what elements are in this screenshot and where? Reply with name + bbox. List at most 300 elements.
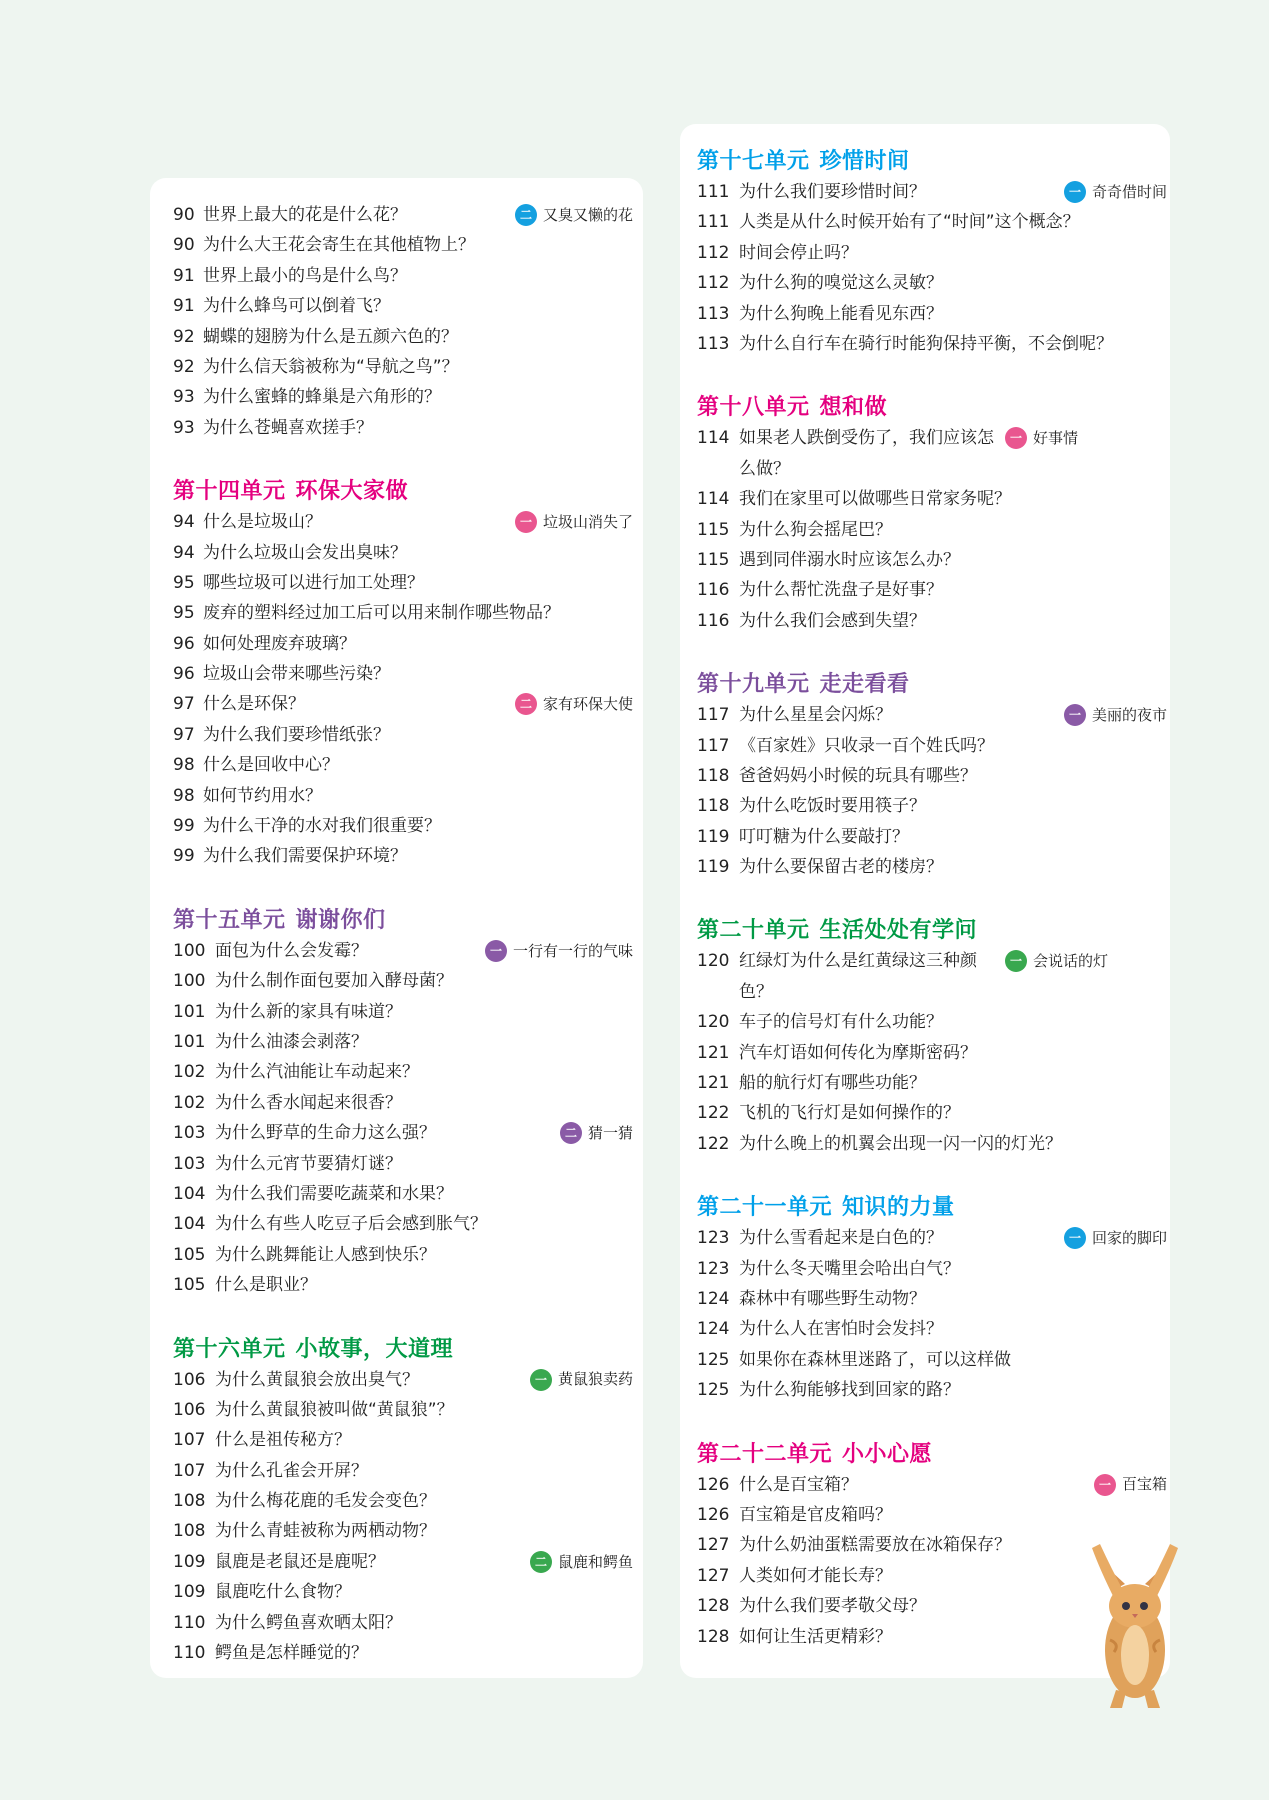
question-text: 为什么狗能够找到回家的路？ (739, 1380, 960, 1401)
unit-label: 第十五单元 (173, 907, 286, 933)
question-text: 汽车灯语如何传化为摩斯密码？ (739, 1042, 977, 1063)
page-number: 125 (697, 1380, 730, 1401)
question-text: 人类如何才能长寿？ (739, 1565, 892, 1586)
unit-label: 第十四单元 (173, 479, 286, 505)
question-row (173, 966, 633, 996)
question-row (173, 1395, 633, 1425)
question-text: 为什么我们要珍惜时间？ (739, 182, 926, 202)
question-row (173, 598, 633, 628)
story-title: 百宝箱 (1121, 1475, 1167, 1494)
question-row (173, 781, 633, 811)
left-column (173, 200, 633, 1668)
page-number: 124 (697, 1289, 730, 1309)
question-row (173, 1149, 633, 1179)
question-text: 为什么新的家具有味道？ (215, 1001, 402, 1022)
question-row (173, 1027, 633, 1057)
page-number: 105 (173, 1275, 206, 1296)
page-number: 112 (697, 242, 730, 263)
page-number: 124 (697, 1319, 730, 1340)
question-text: 为什么黄鼠狼被叫做“黄鼠狼”？ (215, 1399, 454, 1420)
page-number: 121 (697, 1073, 730, 1094)
kitten-illustration (1080, 1540, 1190, 1710)
question-text: 什么是垃圾山？ (203, 512, 322, 533)
unit-name: 知识的力量 (842, 1195, 955, 1221)
unit-label: 第十八单元 (697, 395, 810, 421)
page-number: 103 (173, 1123, 206, 1144)
question-row (173, 352, 633, 382)
page-number: 111 (697, 212, 730, 233)
question-row (697, 1500, 1167, 1530)
question-row (173, 629, 633, 659)
question-row (697, 731, 1167, 761)
question-row (173, 1240, 633, 1270)
section-gap (173, 872, 633, 906)
unit-section (173, 477, 633, 872)
page-number: 104 (173, 1183, 206, 1204)
story-tag (530, 1365, 633, 1395)
section-gap (697, 359, 1167, 393)
page-number: 125 (697, 1349, 730, 1370)
unit-label: 第十六单元 (173, 1336, 286, 1362)
question-text: 如果你在森林里迷路了，可以这样做 (739, 1349, 1011, 1370)
page-number: 110 (173, 1612, 206, 1633)
page-number: 113 (697, 303, 730, 324)
question-row (697, 700, 1167, 730)
question-text: 什么是职业？ (215, 1275, 317, 1296)
question-row (173, 811, 633, 841)
question-row (697, 946, 1167, 1007)
page-number: 117 (697, 735, 730, 756)
question-text: 为什么跳舞能让人感到快乐？ (215, 1244, 436, 1265)
question-text: 为什么黄鼠狼会放出臭气？ (215, 1369, 419, 1390)
question-text: 为什么狗的嗅觉这么灵敏？ (739, 273, 943, 294)
page-number: 101 (173, 1001, 206, 1022)
page-number: 93 (173, 387, 195, 408)
unit-section (697, 916, 1167, 1159)
page-number: 119 (697, 826, 730, 847)
page-number: 98 (173, 755, 195, 776)
question-row (173, 997, 633, 1027)
unit-name: 走走看看 (819, 672, 910, 698)
story-title: 好事情 (1033, 429, 1079, 448)
page-number: 95 (173, 603, 195, 624)
question-text: 飞机的飞行灯是如何操作的？ (739, 1103, 960, 1124)
page-number: 119 (697, 857, 730, 878)
question-text: 什么是环保？ (203, 694, 305, 715)
story-tag (1064, 177, 1167, 207)
unit-section (173, 906, 633, 1301)
question-text: 为什么有些人吃豆子后会感到胀气？ (215, 1214, 487, 1235)
page-number: 99 (173, 846, 195, 867)
story-tag (1094, 1470, 1167, 1500)
question-row (173, 1365, 633, 1395)
unit-title (697, 916, 1167, 946)
page-number: 126 (697, 1504, 730, 1525)
story-title: 回家的脚印 (1091, 1229, 1167, 1248)
question-row (697, 1284, 1167, 1314)
unit-section (173, 1335, 633, 1669)
question-row (697, 1068, 1167, 1098)
page-number: 109 (173, 1582, 206, 1603)
question-row (173, 1088, 633, 1118)
unit-label: 第十九单元 (697, 672, 810, 698)
unit-title (697, 1440, 1167, 1470)
page-number: 127 (697, 1535, 730, 1556)
page-number: 104 (173, 1214, 206, 1235)
story-title: 黄鼠狼卖药 (557, 1370, 633, 1389)
question-row (697, 1375, 1167, 1405)
question-text: 爸爸妈妈小时候的玩具有哪些？ (739, 765, 977, 786)
page-number: 94 (173, 542, 195, 563)
page-number: 110 (173, 1643, 206, 1664)
question-row (697, 515, 1167, 545)
story-tag (1064, 1223, 1167, 1253)
unit-name: 谢谢你们 (295, 907, 386, 933)
question-row (173, 1209, 633, 1239)
story-number-badge: 一 (1094, 1474, 1116, 1496)
question-text: 为什么吃饭时要用筷子？ (739, 796, 926, 817)
story-tag (1064, 700, 1167, 730)
question-row (697, 238, 1167, 268)
story-tag (515, 200, 633, 230)
question-text: 为什么苍蝇喜欢搓手？ (203, 417, 373, 438)
question-row (173, 1577, 633, 1607)
question-row (697, 1098, 1167, 1128)
page-number: 111 (697, 182, 730, 202)
question-row (697, 299, 1167, 329)
story-number-badge: 一 (1005, 427, 1027, 449)
story-tag (1005, 423, 1078, 453)
page-number: 106 (173, 1369, 206, 1390)
question-text: 为什么狗晚上能看见东西？ (739, 303, 943, 324)
question-row (173, 659, 633, 689)
question-text: 为什么自行车在骑行时能狗保持平衡，不会倒呢？ (739, 333, 1113, 354)
story-number-badge: 二 (530, 1551, 552, 1573)
question-row (173, 720, 633, 750)
question-text: 为什么孔雀会开屏？ (215, 1460, 368, 1481)
page-number: 127 (697, 1565, 730, 1586)
page-number: 122 (697, 1103, 730, 1124)
question-row (173, 936, 633, 966)
page-number: 122 (697, 1133, 730, 1154)
question-row (173, 1486, 633, 1516)
story-tag (515, 689, 633, 719)
question-text: 面包为什么会发霉？ (215, 940, 368, 961)
unit-title (173, 1335, 633, 1365)
question-row (697, 791, 1167, 821)
section-gap (173, 443, 633, 477)
question-text: 如何节约用水？ (203, 785, 322, 806)
question-row (173, 382, 633, 412)
question-text: 为什么元宵节要猜灯谜？ (215, 1153, 402, 1174)
page-number: 95 (173, 572, 195, 593)
story-title: 奇奇借时间 (1091, 182, 1167, 201)
question-row (697, 1038, 1167, 1068)
page-number: 105 (173, 1244, 206, 1265)
page-number: 112 (697, 273, 730, 294)
question-text: 为什么蜜蜂的蜂巢是六角形的？ (203, 387, 441, 408)
question-row (173, 1516, 633, 1546)
question-row (173, 689, 633, 719)
page-number: 109 (173, 1551, 206, 1572)
question-row (697, 575, 1167, 605)
question-row (173, 1179, 633, 1209)
question-text: 为什么汽油能让车动起来？ (215, 1062, 419, 1083)
question-text: 为什么梅花鹿的毛发会变色？ (215, 1491, 436, 1512)
story-number-badge: 一 (485, 940, 507, 962)
question-row (173, 1638, 633, 1668)
question-row (697, 207, 1167, 237)
story-title: 会说话的灯 (1033, 952, 1109, 971)
question-row (697, 329, 1167, 359)
page-number: 113 (697, 333, 730, 354)
question-text: 为什么我们需要保护环境？ (203, 846, 407, 867)
question-text: 为什么蜂鸟可以倒着飞？ (203, 296, 390, 317)
question-row (697, 545, 1167, 575)
story-title: 猜一猜 (587, 1123, 633, 1142)
question-text: 时间会停止吗？ (739, 242, 858, 263)
question-row (697, 1345, 1167, 1375)
question-text: 为什么帮忙洗盘子是好事？ (739, 580, 943, 601)
page-number: 115 (697, 519, 730, 540)
question-row (697, 177, 1167, 207)
page-number: 91 (173, 296, 195, 317)
unit-name: 想和做 (819, 395, 888, 421)
question-text: 为什么要保留古老的楼房？ (739, 857, 943, 878)
page-number: 97 (173, 724, 195, 745)
question-text: 人类是从什么时候开始有了“时间”这个概念？ (739, 212, 1080, 233)
story-title: 家有环保大使 (542, 695, 633, 714)
page-number: 92 (173, 326, 195, 347)
question-row (173, 507, 633, 537)
page-number: 106 (173, 1399, 206, 1420)
unit-title (697, 670, 1167, 700)
story-title: 又臭又懒的花 (542, 205, 633, 224)
question-row (173, 1270, 633, 1300)
page-number: 97 (173, 694, 195, 715)
page-number: 115 (697, 549, 730, 570)
question-row (697, 606, 1167, 636)
page-number: 96 (173, 633, 195, 654)
question-text: 鼠鹿是老鼠还是鹿呢？ (215, 1551, 385, 1572)
page-number: 93 (173, 417, 195, 438)
question-text: 为什么垃圾山会发出臭味？ (203, 542, 407, 563)
page-number: 94 (173, 512, 195, 533)
unit-section (697, 670, 1167, 882)
question-row (173, 1057, 633, 1087)
question-text: 如何让生活更精彩？ (739, 1626, 892, 1647)
question-row (173, 538, 633, 568)
question-text: 为什么香水闻起来很香？ (215, 1092, 402, 1113)
unit-title (697, 1193, 1167, 1223)
question-text: 为什么大王花会寄生在其他植物上？ (203, 235, 475, 256)
question-row (173, 750, 633, 780)
section-gap (697, 1159, 1167, 1193)
page-number: 102 (173, 1062, 206, 1083)
question-row (173, 1608, 633, 1638)
page-number: 108 (173, 1521, 206, 1542)
question-row (173, 1456, 633, 1486)
story-title: 美丽的夜市 (1091, 705, 1167, 724)
question-text: 什么是祖传秘方？ (215, 1430, 351, 1451)
question-text: 为什么狗会摇尾巴？ (739, 519, 892, 540)
question-text: 鼠鹿吃什么食物？ (215, 1582, 351, 1603)
question-text: 什么是回收中心？ (203, 755, 339, 776)
page-number: 128 (697, 1596, 730, 1617)
story-tag (485, 936, 633, 966)
question-text: 红绿灯为什么是红黄绿这三种颜色？ (739, 951, 977, 1002)
question-row (697, 268, 1167, 298)
page-number: 107 (173, 1460, 206, 1481)
question-row (173, 841, 633, 871)
page-number: 120 (697, 951, 730, 972)
question-row (697, 484, 1167, 514)
story-title: 一行有一行的气味 (512, 941, 633, 960)
story-number-badge: 一 (515, 511, 537, 533)
story-number-badge: 一 (1064, 181, 1086, 203)
question-text: 为什么制作面包要加入酵母菌？ (215, 971, 453, 992)
page-number: 118 (697, 796, 730, 817)
question-text: 《百家姓》只收录一百个姓氏吗？ (739, 735, 994, 756)
question-row (697, 761, 1167, 791)
unit-name: 环保大家做 (295, 479, 409, 505)
question-row (697, 1470, 1167, 1500)
page-number: 100 (173, 940, 206, 961)
question-text: 废弃的塑料经过加工后可以用来制作哪些物品？ (203, 603, 560, 624)
unit-section (173, 200, 633, 443)
question-text: 为什么我们要珍惜纸张？ (203, 724, 390, 745)
question-row (697, 423, 1167, 484)
unit-name: 小小心愿 (842, 1441, 933, 1467)
page-number: 118 (697, 765, 730, 786)
question-row (173, 230, 633, 260)
question-text: 世界上最小的鸟是什么鸟？ (203, 265, 407, 286)
question-text: 为什么奶油蛋糕需要放在冰箱保存？ (739, 1535, 1011, 1556)
question-text: 遇到同伴溺水时应该怎么办？ (739, 549, 960, 570)
question-text: 森林中有哪些野生动物？ (739, 1289, 926, 1309)
section-gap (697, 1406, 1167, 1440)
question-text: 为什么雪看起来是白色的？ (739, 1228, 943, 1249)
question-text: 车子的信号灯有什么功能？ (739, 1012, 943, 1033)
question-text: 为什么信天翁被称为“导航之鸟”？ (203, 356, 459, 377)
question-text: 叮叮糖为什么要敲打？ (739, 826, 909, 847)
page-number: 108 (173, 1491, 206, 1512)
section-gap (697, 636, 1167, 670)
question-row (173, 200, 633, 230)
story-tag (530, 1547, 633, 1577)
page-number: 90 (173, 235, 195, 256)
page-number: 116 (697, 580, 730, 601)
section-gap (697, 882, 1167, 916)
question-row (173, 322, 633, 352)
question-text: 船的航行灯有哪些功能？ (739, 1073, 926, 1094)
page-number: 126 (697, 1474, 730, 1495)
right-column (697, 147, 1167, 1652)
question-row (173, 413, 633, 443)
story-number-badge: 二 (560, 1122, 582, 1144)
unit-section (697, 393, 1167, 636)
page-number: 121 (697, 1042, 730, 1063)
question-text: 哪些垃圾可以进行加工处理？ (203, 572, 424, 593)
page-number: 117 (697, 705, 730, 726)
page-number: 101 (173, 1031, 206, 1052)
question-row (173, 1547, 633, 1577)
page-number: 92 (173, 356, 195, 377)
question-text: 如何处理废弃玻璃？ (203, 633, 356, 654)
question-row (173, 1425, 633, 1455)
question-row (697, 1314, 1167, 1344)
question-text: 为什么星星会闪烁？ (739, 705, 892, 726)
story-number-badge: 一 (1005, 950, 1027, 972)
page-number: 120 (697, 1012, 730, 1033)
page-number: 91 (173, 265, 195, 286)
story-number-badge: 二 (515, 693, 537, 715)
page-number: 123 (697, 1228, 730, 1249)
question-text: 鳄鱼是怎样睡觉的？ (215, 1643, 368, 1664)
question-text: 为什么冬天嘴里会哈出白气？ (739, 1258, 960, 1279)
question-row (173, 1118, 633, 1148)
question-text: 为什么人在害怕时会发抖？ (739, 1319, 943, 1340)
unit-section (697, 1193, 1167, 1405)
question-text: 我们在家里可以做哪些日常家务呢？ (739, 489, 1011, 510)
page-number: 96 (173, 664, 195, 685)
story-title: 鼠鹿和鳄鱼 (557, 1552, 633, 1571)
unit-label: 第二十一单元 (697, 1195, 833, 1221)
question-text: 如果老人跌倒受伤了，我们应该怎么做？ (739, 428, 994, 479)
question-text: 蝴蝶的翅膀为什么是五颜六色的？ (203, 326, 458, 347)
question-text: 百宝箱是官皮箱吗？ (739, 1504, 892, 1525)
unit-name: 生活处处有学问 (819, 918, 978, 944)
story-tag (515, 507, 633, 537)
story-number-badge: 一 (1064, 1227, 1086, 1249)
unit-section (697, 147, 1167, 359)
question-row (697, 822, 1167, 852)
unit-title (173, 477, 633, 507)
unit-name: 小故事，大道理 (295, 1336, 454, 1362)
page-number: 90 (173, 205, 195, 225)
question-row (173, 568, 633, 598)
question-text: 为什么青蛙被称为两栖动物？ (215, 1521, 436, 1542)
question-text: 为什么鳄鱼喜欢晒太阳？ (215, 1612, 402, 1633)
unit-label: 第二十单元 (697, 918, 810, 944)
page-number: 103 (173, 1153, 206, 1174)
page-number: 98 (173, 785, 195, 806)
story-number-badge: 二 (515, 204, 537, 226)
page-number: 128 (697, 1626, 730, 1647)
unit-title (697, 393, 1167, 423)
section-gap (173, 1301, 633, 1335)
page-number: 99 (173, 816, 195, 837)
question-text: 为什么我们要孝敬父母？ (739, 1596, 926, 1617)
unit-title (697, 147, 1167, 177)
page-number: 114 (697, 428, 730, 449)
page-number: 114 (697, 489, 730, 510)
question-text: 为什么干净的水对我们很重要？ (203, 816, 441, 837)
question-text: 什么是百宝箱？ (739, 1474, 858, 1495)
question-row (697, 1223, 1167, 1253)
question-row (173, 291, 633, 321)
page-number: 107 (173, 1430, 206, 1451)
question-row (697, 1254, 1167, 1284)
page-number: 102 (173, 1092, 206, 1113)
unit-label: 第十七单元 (697, 149, 810, 174)
question-row (697, 852, 1167, 882)
story-tag (560, 1118, 633, 1148)
question-text: 为什么野草的生命力这么强？ (215, 1123, 436, 1144)
unit-name: 珍惜时间 (819, 149, 910, 174)
question-text: 为什么我们需要吃蔬菜和水果？ (215, 1183, 453, 1204)
question-text: 垃圾山会带来哪些污染？ (203, 664, 390, 685)
